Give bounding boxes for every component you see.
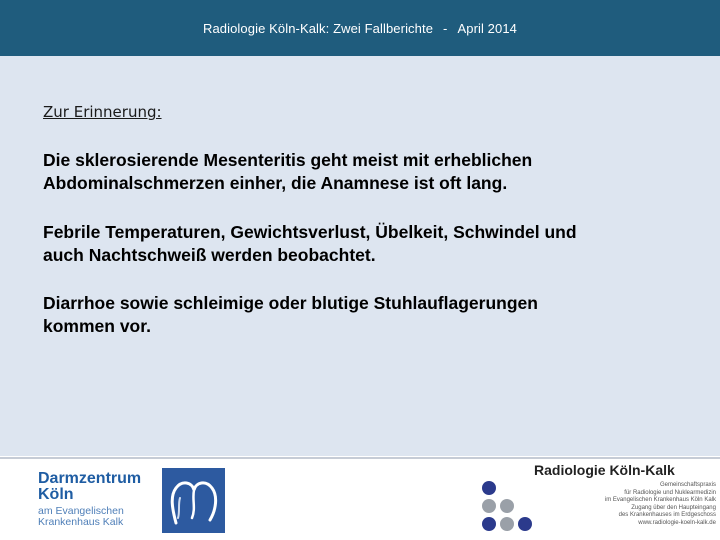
darmzentrum-line-2: Köln: [38, 486, 74, 503]
darmzentrum-logo: [162, 468, 225, 533]
radiologie-dots-logo: [478, 478, 538, 534]
radiologie-small-6: www.radiologie-koeln-kalk.de: [638, 519, 716, 526]
radiologie-small-4: Zugang über den Haupteingang: [631, 504, 716, 511]
radiologie-details: [566, 482, 716, 527]
radiologie-small-2: für Radiologie und Nuklearmedizin: [624, 489, 716, 496]
paragraph-1-line-1: Die sklerosierende Mesenteritis geht meist mit erheblichen: [43, 150, 533, 170]
radiologie-small-3: im Evangelischen Krankenhaus Köln Kalk: [604, 497, 716, 503]
paragraph-3-line-2: kommen vor.: [43, 316, 151, 336]
radiologie-small-5: des Krankenhauses im Erdgeschoss: [618, 512, 716, 518]
darmzentrum-sub-2: Krankenhaus Kalk: [38, 516, 124, 528]
paragraph-2-line-2: auch Nachtschweiß werden beobachtet.: [43, 245, 376, 265]
paragraph-3-line-1: Diarrhoe sowie schleimige oder blutige Stuhlauflagerungen: [43, 293, 538, 313]
radiologie-title: Radiologie Köln-Kalk: [534, 462, 675, 478]
darmzentrum-subtitle: [38, 506, 124, 528]
paragraph-2-line-1: Febrile Temperaturen, Gewichtsverlust, Übelkeit, Schwindel und: [43, 222, 577, 242]
darmzentrum-line-1: Darmzentrum: [38, 470, 142, 487]
reminder-heading: Zur Erinnerung:: [43, 103, 162, 121]
header-title: Radiologie Köln-Kalk: Zwei Fallberichte: [202, 20, 434, 36]
header-date: April 2014: [457, 20, 518, 36]
header-separator: -: [443, 20, 448, 36]
header-bar: [0, 0, 720, 56]
paragraph-3: [43, 292, 683, 338]
radiologie-small-1: Gemeinschaftspraxis: [659, 482, 716, 488]
darmzentrum-title: [38, 471, 141, 503]
paragraph-1-line-2: Abdominalschmerzen einher, die Anamnese ist oft lang.: [43, 173, 508, 193]
paragraph-2: [43, 221, 683, 267]
darmzentrum-sub-1: am Evangelischen: [38, 505, 124, 517]
colon-icon: [162, 468, 225, 533]
paragraph-1: [43, 149, 683, 195]
